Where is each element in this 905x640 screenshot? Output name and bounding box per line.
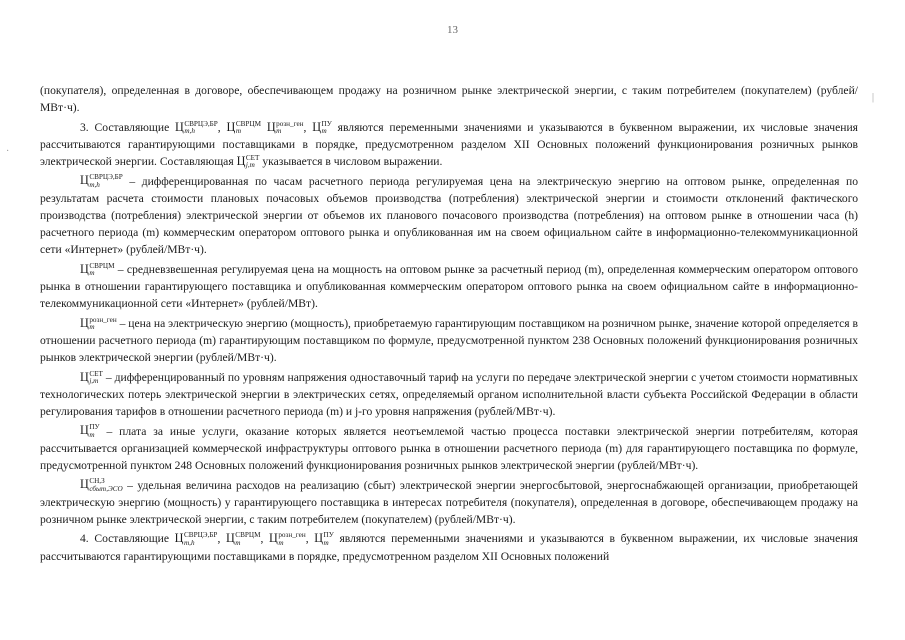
term-svrcm-m: Ц СВРЦМ m: [225, 531, 261, 547]
term-svrcm-m: Ц СВРЦМ m: [80, 261, 115, 278]
right-margin-mark: |: [872, 92, 875, 103]
term-pu-m: Ц ПУ m: [312, 119, 332, 136]
term-rozn-gen-m: Ц розн_ген m: [266, 119, 304, 136]
term-rozn-gen-m: Ц розн_ген m: [269, 531, 306, 547]
definition-set: Ц СЕТ j,m – дифференцированный по уровням напряжения одноставочный тариф на услуги по передаче электрической энергии с учетом стоимости нормативных технологических потерь электрической энергии в электрических сетях, определяемый органом исполнительной власти субъекта Российской Федерации в области регулирования тарифов в отношении расчетного периода (m) и j-го уровня напряжения (рублей/МВт·ч).: [40, 369, 858, 419]
definition-sbyt-eso: Ц СН,З сбыт,ЭСО – удельная величина расходов на реализацию (сбыт) электрической энергии энергосбытовой, энергоснабжающей организации, приобретающей электрическую энергию (мощность) у гарантирующего поставщика в интересах потребителя (покупателя), определенная в договоре, обеспечивающем продажу на розничном рынке электрической энергии, с таким потребителем (покупателем) (рублей/МВт·ч).: [40, 477, 858, 526]
paragraph-item-4: 4. Составляющие Ц СВРЦЭ,БР m,h , Ц СВРЦМ m , Ц розн_ген m , Ц ПУ m являются переменными значениями и указываются в буквенном выражении, их числовые значения рассчитываются гарантирующими поставщиками в порядке, предусмотренном разделом XII Основных положений: [40, 531, 859, 563]
term-rozn-gen-m: Ц розн_ген m: [80, 315, 117, 332]
left-margin-mark: ·: [6, 146, 10, 157]
term-svrcz-mh: Ц СВРЦЭ,БР m,h: [175, 119, 218, 136]
definition-svrcz: Ц СВРЦЭ,БР m,h – дифференцированная по часам расчетного периода регулируемая цена на электрическую энергию на оптовом рынке, определенная по результатам расчета стоимости плановых почасовых объемов производства (потребления) электрической энергии и стоимости отклонений фактического производства (потребления) электрической энергии от объемов их планового почасового производства (потребления) на оптовом рынке в отношении часа (h) расчетного периода (m) коммерческим оператором оптового рынка и опубликованная им на своем официальном сайте в информационно-телекоммуникационной сети «Интернет» (рублей/МВт·ч).: [40, 173, 858, 257]
paragraph-item-3: 3. Составляющие Ц СВРЦЭ,БР m,h , Ц СВРЦМ m Ц розн_ген m , Ц ПУ m являются переменными значениями и указываются в буквенном выражении, их числовые значения рассчитываются гарантирующими поставщиками в порядке, предусмотренном разделом XII Основных положений функционирования розничных рынков электрической энергии. Составляющая Ц СЕТ j,m указывается в числовом выражении.: [40, 119, 858, 170]
term-svrcz-mh: Ц СВРЦЭ,БР m,h: [80, 173, 123, 189]
term-pu-m: Ц ПУ m: [80, 423, 100, 439]
term-svrcm-m: Ц СВРЦМ m: [226, 119, 261, 136]
definition-pu: Ц ПУ m – плата за иные услуги, оказание которых является неотъемлемой частью процесса поставки электрической энергии потребителям, которая рассчитывается организацией коммерческой инфраструктуры оптового рынка в отношении расчетного периода (m) для гарантирующего поставщика по формуле, предусмотренной пунктом 248 Основных положений функционирования розничных рынков электрической энергии (рублей/МВт·ч).: [40, 423, 858, 473]
term-pu-m: Ц ПУ m: [314, 531, 334, 547]
term-svrcz-mh: Ц СВРЦЭ,БР m,h: [174, 531, 218, 547]
term-set-jm: Ц СЕТ j,m: [236, 153, 260, 170]
paragraph-carryover: (покупателя), определенная в договоре, обеспечивающем продажу на розничном рынке электрической энергии, с таким потребителем (покупателем) (рублей/МВт·ч).: [40, 84, 858, 115]
document-body: [40, 82, 858, 567]
term-set-jm: Ц СЕТ j,m: [80, 369, 103, 386]
definition-svrcm: Ц СВРЦМ m – средневзвешенная регулируемая цена на мощность на оптовом рынке за расчетный период (m), определенная коммерческим оператором оптового рынка в отношении гарантирующего поставщика и опубликованная коммерческим оператором оптового рынка на своем официальном сайте в информационно-телекоммуникационной сети «Интернет» (рублей/МВт).: [40, 261, 858, 311]
term-sn-sbyt: Ц СН,З сбыт,ЭСО: [80, 477, 123, 493]
page-number: 13: [447, 24, 458, 36]
definition-rozn-gen: Ц розн_ген m – цена на электрическую энергию (мощность), приобретаемую гарантирующим поставщиком на розничном рынке, значение которой определяется в отношении расчетного периода (m) гарантирующим поставщиком по формуле, предусмотренной пунктом 238 Основных положений функционирования розничных рынков электрической энергии (рублей/МВт·ч).: [40, 315, 858, 365]
